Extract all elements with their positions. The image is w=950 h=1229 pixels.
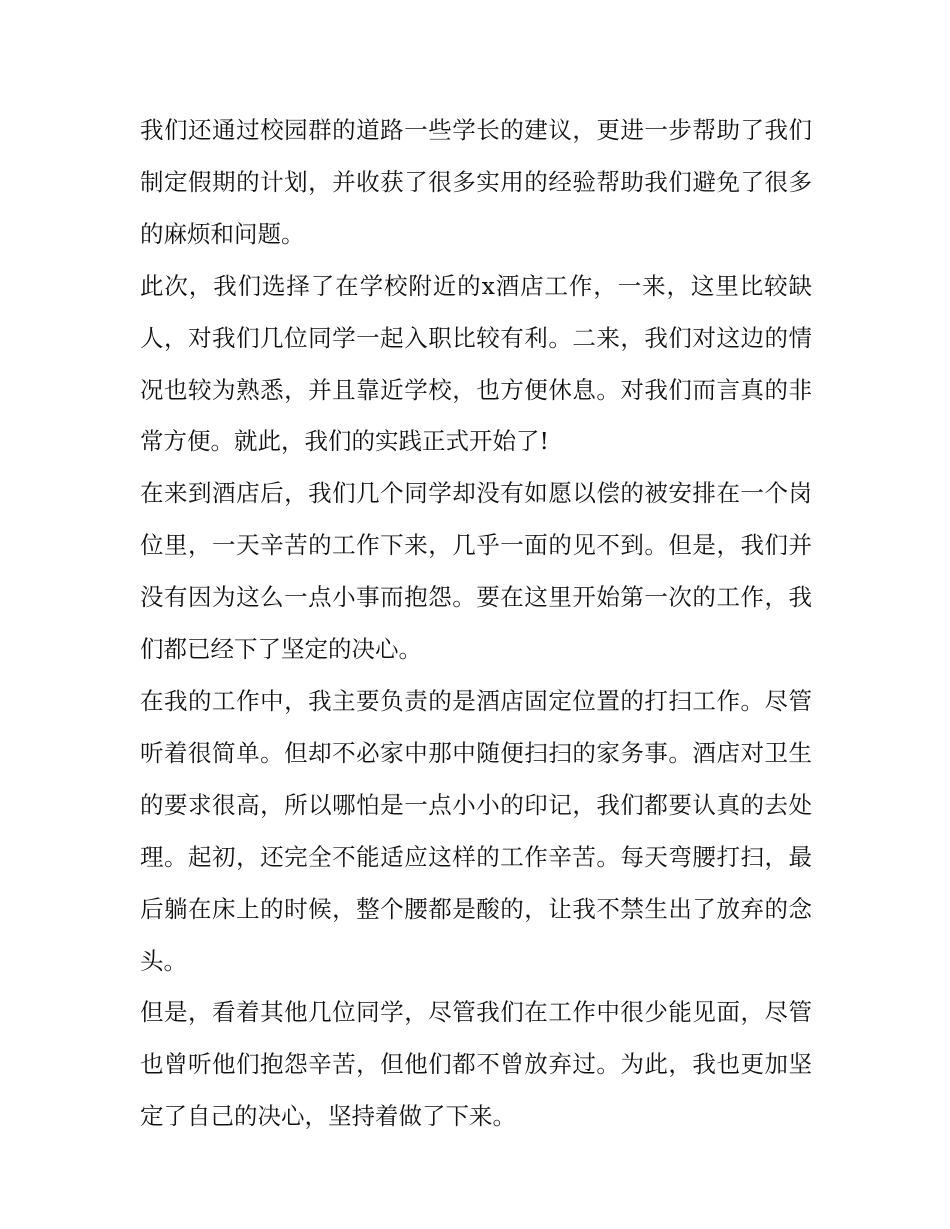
paragraph-2: 此次，我们选择了在学校附近的x酒店工作，一来，这里比较缺人，对我们几位同学一起入职比较有利。二来，我们对这边的情况也较为熟悉，并且靠近学校，也方便休息。对我们而言真的非常方便。就此，我们的实践正式开始了! — [140, 271, 812, 456]
document-body — [140, 105, 812, 1143]
paragraph-1: 我们还通过校园群的道路一些学长的建议，更进一步帮助了我们制定假期的计划，并收获了很多实用的经验帮助我们避免了很多的麻烦和问题。 — [140, 116, 812, 248]
paragraph-3: 在来到酒店后，我们几个同学却没有如愿以偿的被安排在一个岗位里，一天辛苦的工作下来，几乎一面的见不到。但是，我们并没有因为这么一点小事而抱怨。要在这里开始第一次的工作，我们都已经下了坚定的决心。 — [140, 479, 812, 664]
paragraph-5: 但是，看着其他几位同学，尽管我们在工作中很少能见面，尽管也曾听他们抱怨辛苦，但他们都不曾放弃过。为此，我也更加坚定了自己的决心，坚持着做了下来。 — [140, 998, 812, 1131]
paragraph-4: 在我的工作中，我主要负责的是酒店固定位置的打扫工作。尽管听着很简单。但却不必家中那中随便扫扫的家务事。酒店对卫生的要求很高，所以哪怕是一点小小的印记，我们都要认真的去处理。起初，还完全不能适应这样的工作辛苦。每天弯腰打扫，最后躺在床上的时候，整个腰都是酸的，让我不禁生出了放弃的念头。 — [140, 686, 812, 975]
